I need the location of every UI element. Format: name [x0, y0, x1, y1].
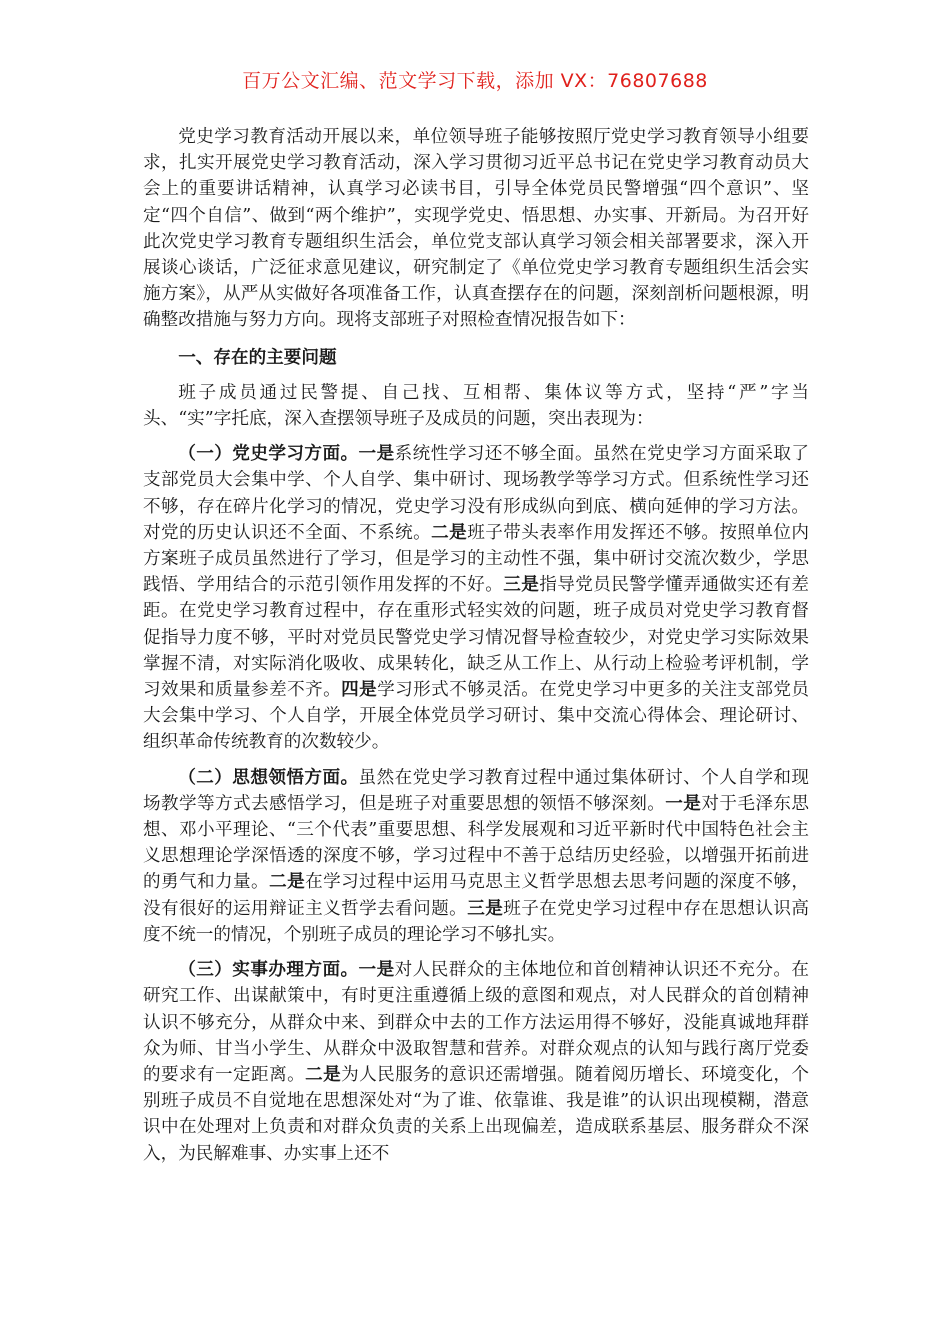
point-text: 班子带头表率作用发挥还不够。按照单位内方案班子成员虽然进行了学习，但是学习的主动性不强，集中研讨交流次数少，学思践悟、学用结合的示范引领作用发挥的不好。	[143, 522, 809, 596]
point-label: 三是	[467, 897, 504, 919]
point-label: 四是	[341, 679, 378, 701]
point-label: 一是	[358, 959, 395, 981]
section-intro-paragraph: 班子成员通过民警提、自己找、互相帮、集体议等方式，坚持“严”字当头、“实”字托底，深入查摆领导班子及成员的问题，突出表现为：	[143, 382, 809, 430]
watermark-banner: 百万公文汇编、范文学习下载，添加 VX：76807688	[242, 70, 708, 92]
point-label: 二是	[269, 871, 306, 893]
point-label: 一是	[358, 443, 395, 465]
study-heading: （一）党史学习方面。	[178, 443, 359, 465]
section-heading	[143, 345, 809, 371]
practice-heading: （三）实事办理方面。	[178, 959, 359, 981]
point-label: 一是	[665, 792, 702, 814]
point-text: 对于毛泽东思想、邓小平理论、“三个代表”重要思想、科学发展观和习近平新时代中国特色社会主义思想理论学深悟透的深度不够，学习过程中不善于总结历史经验，以增强开拓前进的勇气和力量。	[143, 793, 809, 893]
practice-paragraph	[143, 957, 809, 1167]
point-text: 班子在党史学习过程中存在思想认识高度不统一的情况，个别班子成员的理论学习不够扎实。	[143, 898, 809, 945]
section-heading-text: 一、存在的主要问题	[178, 346, 337, 368]
thought-paragraph	[143, 765, 809, 948]
point-text: 虽然在党史学习教育过程中通过集体研讨、个人自学和现场教学等方式去感悟学习，但是班子对重要思想的领悟不够深刻。	[143, 767, 809, 814]
thought-heading: （二）思想领悟方面。	[178, 766, 359, 788]
intro-paragraph: 党史学习教育活动开展以来，单位领导班子能够按照厅党史学习教育领导小组要求，扎实开展党史学习教育活动，深入学习贯彻习近平总书记在党史学习教育动员大会上的重要讲话精神，认真学习必读书目，引导全体党员民警增强“四个意识”、坚定“四个自信”、做到“两个维护”，实现学党史、悟思想、办实事、开新局。为召开好此次党史学习教育专题组织生活会，单位党支部认真学习领会相关部署要求，深入开展谈心谈话，广泛征求意见建议，研究制定了《单位党史学习教育专题组织生活会实施方案》，从严从实做好各项准备工作，认真查摆存在的问题，深刻剖析问题根源，明确整改措施与努力方向。现将支部班子对照检查情况报告如下：	[143, 127, 809, 331]
point-text: 为人民服务的意识还需增强。随着阅历增长、环境变化，个别班子成员不自觉地在思想深处对“为了谁、依靠谁、我是谁”的认识出现模糊，潜意识中在处理对上负责和对群众负责的关系上出现偏差，造成联系基层、服务群众不深入，为民解难事、办实事上还不	[143, 1064, 809, 1164]
point-label: 二是	[305, 1063, 342, 1085]
point-text: 对人民群众的主体地位和首创精神认识还不充分。在研究工作、出谋献策中，有时更注重遵循上级的意图和观点，对人民群众的首创精神认识不够充分，从群众中来、到群众中去的工作方法运用得不够好，没能真诚地拜群众为师、甘当小学生、从群众中汲取智慧和营养。对群众观点的认知与践行离厅党委的要求有一定距离。	[143, 960, 809, 1085]
point-text: 系统性学习还不够全面。虽然在党史学习方面采取了支部党员大会集中学、个人自学、集中研讨、现场教学等学习方式。但系统性学习还不够，存在碎片化学习的情况，党史学习没有形成纵向到底、横向延伸的学习方法。对党的历史认识还不全面、不系统。	[143, 444, 809, 543]
document-body	[143, 124, 809, 1167]
point-text: 学习形式不够灵活。在党史学习中更多的关注支部党员大会集中学习、个人自学，开展全体党员学习研讨、集中交流心得体会、理论研讨、组织革命传统教育的次数较少。	[143, 680, 809, 753]
point-label: 三是	[503, 574, 540, 596]
study-paragraph	[143, 441, 809, 755]
point-label: 二是	[431, 521, 468, 543]
point-text: 指导党员民警学懂弄通做实还有差距。在党史学习教育过程中，存在重形式轻实效的问题，班子成员对党史学习教育督促指导力度不够，平时对党员民警党史学习情况督导检查较少，对党史学习实际效果掌握不清，对实际消化吸收、成果转化，缺乏从工作上、从行动上检验考评机制，学习效果和质量参差不齐。	[143, 575, 809, 701]
point-text: 在学习过程中运用马克思主义哲学思想去思考问题的深度不够，没有很好的运用辩证主义哲学去看问题。	[143, 872, 809, 919]
